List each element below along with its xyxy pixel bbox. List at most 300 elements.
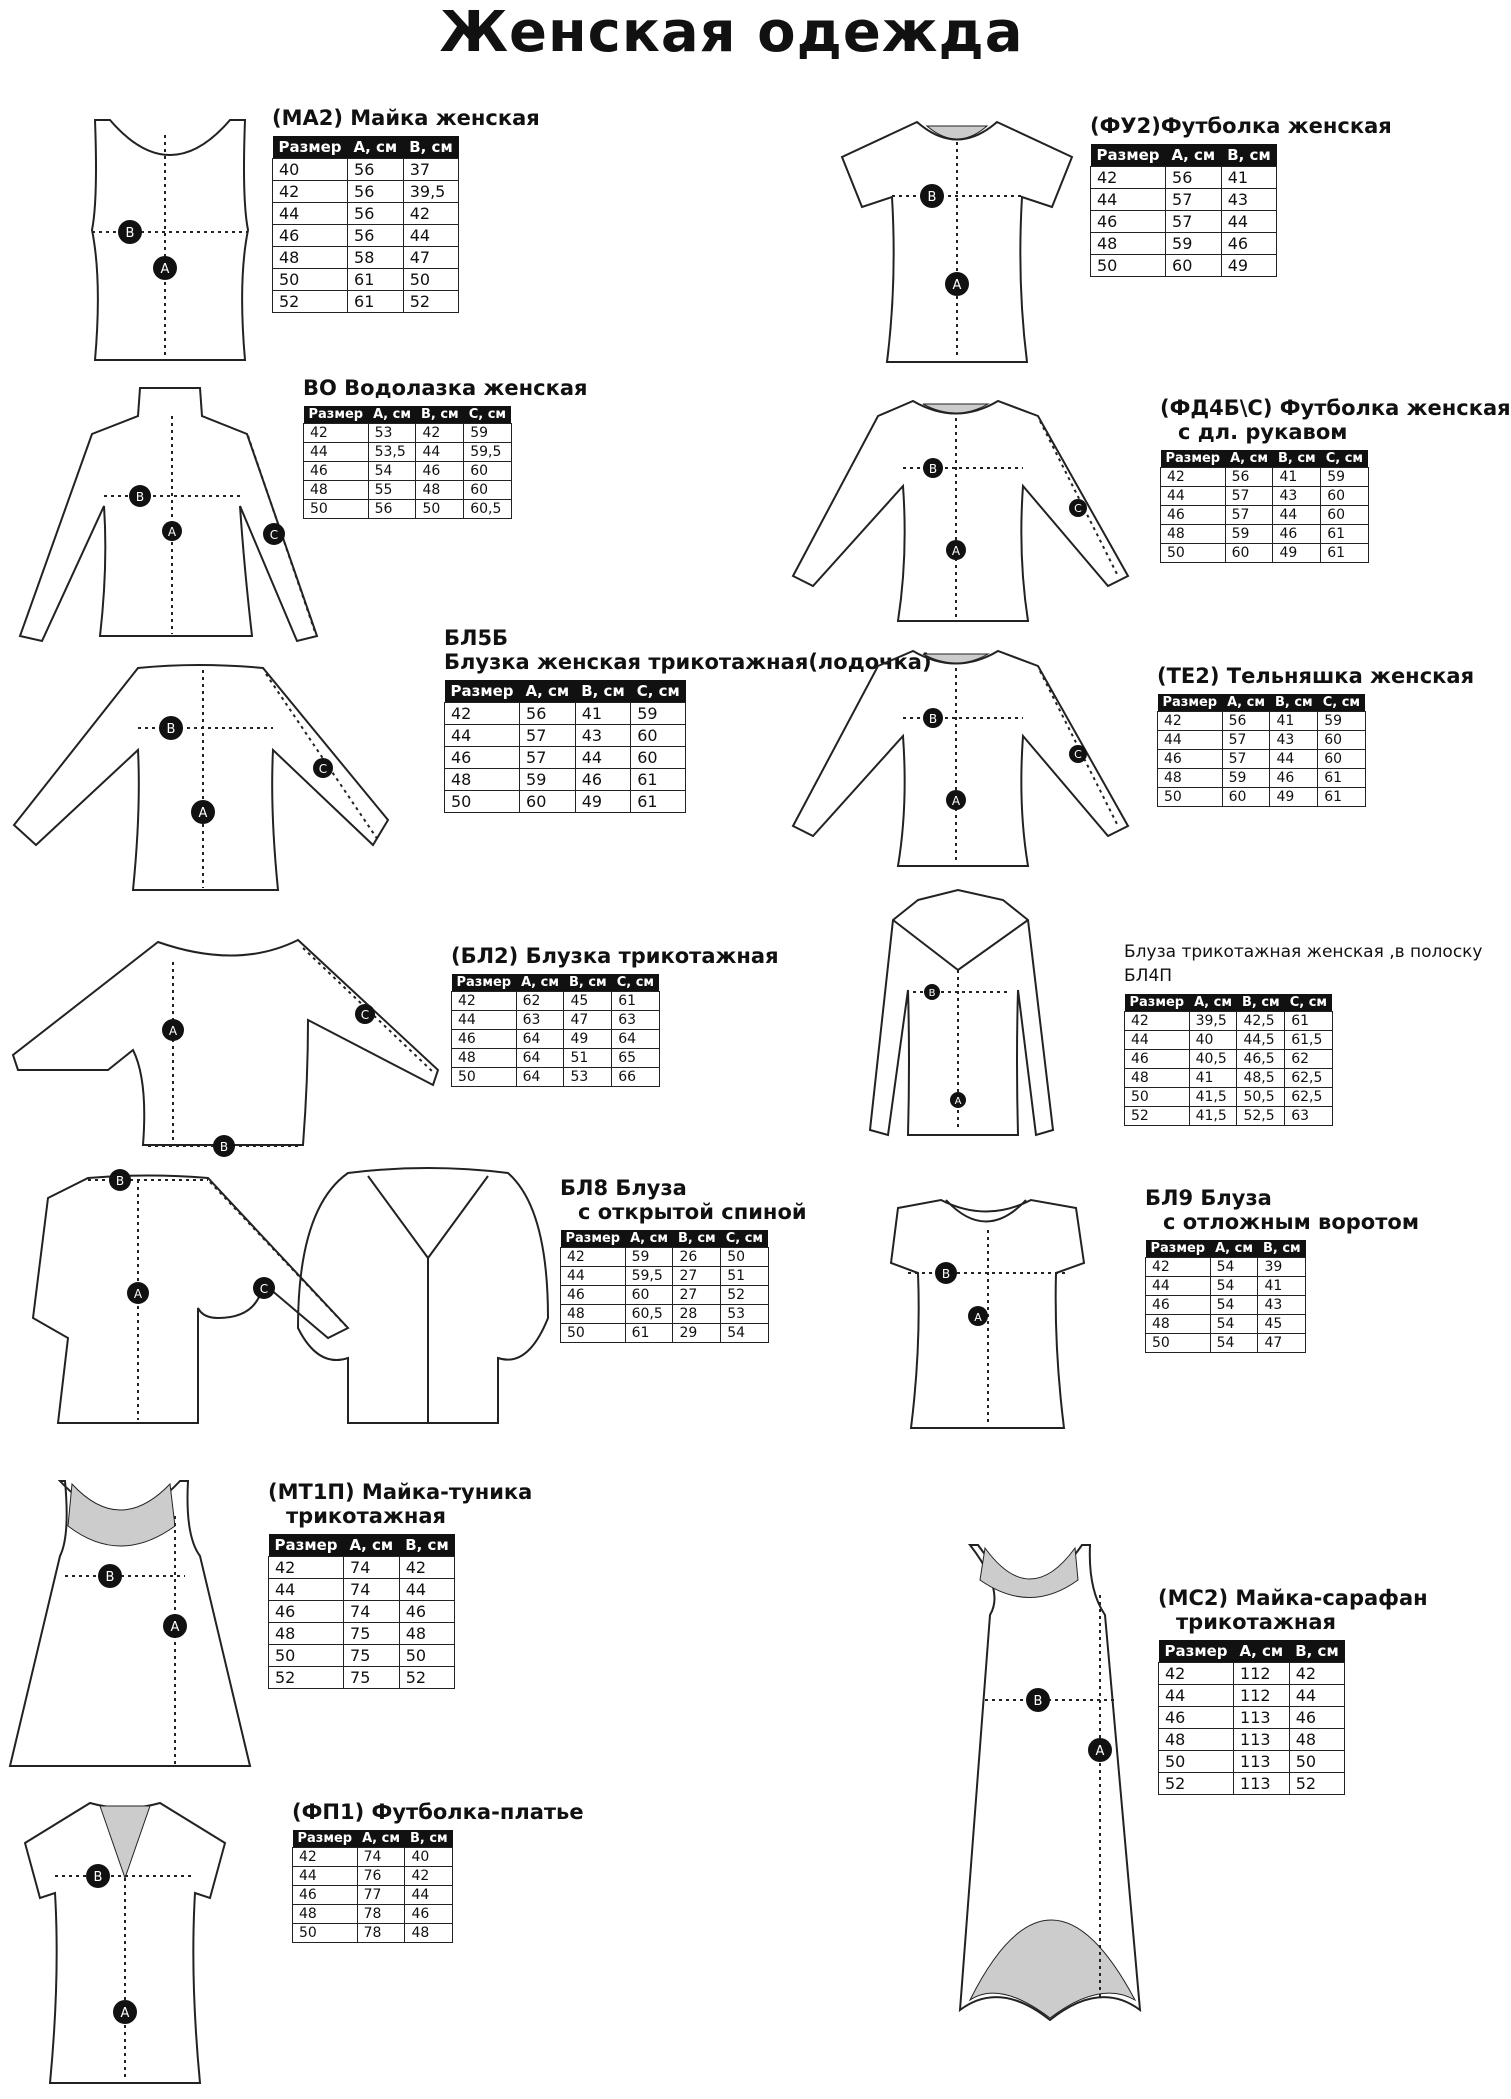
table-cell: 43 [575, 725, 631, 747]
table-header-row [1146, 1240, 1306, 1258]
table-cell: 75 [344, 1645, 400, 1667]
table-cell: 50 [445, 791, 520, 813]
table-row [273, 181, 459, 203]
table-cell: 42 [416, 424, 464, 443]
table-cell: 46 [1161, 506, 1226, 525]
table-row [1125, 1069, 1333, 1088]
table-cell: 47 [1258, 1334, 1306, 1353]
table-cell: 48 [1159, 1729, 1234, 1751]
table-cell: 66 [612, 1068, 659, 1087]
table-cell: 48 [416, 481, 464, 500]
table-cell: 60 [631, 725, 686, 747]
table-cell: 44 [405, 1886, 453, 1905]
table-cell: 40 [273, 159, 348, 181]
product-title: трикотажная [1176, 1610, 1337, 1634]
knit-blouse-drawing [8, 930, 448, 1160]
table-cell: 43 [1273, 487, 1321, 506]
table-cell: 41 [575, 703, 631, 725]
marker-a [191, 800, 215, 824]
table-row [1158, 712, 1366, 731]
table-cell: 44 [1091, 189, 1166, 211]
column-header: Размер [304, 406, 369, 424]
table-cell: 61 [1318, 788, 1365, 807]
marker-label: B [105, 1570, 115, 1585]
table-cell: 58 [348, 247, 404, 269]
table-cell: 47 [564, 1011, 612, 1030]
product-te2 [1157, 664, 1474, 807]
table-row [1159, 1729, 1345, 1751]
marker-label: C [269, 528, 279, 542]
table-cell: 42 [1158, 712, 1223, 731]
table-cell: 37 [403, 159, 459, 181]
table-row [452, 1068, 660, 1087]
product-ms2 [1158, 1586, 1428, 1795]
table-cell: 77 [357, 1886, 405, 1905]
table-cell: 42 [452, 992, 517, 1011]
marker-label: B [219, 1140, 229, 1154]
size-table [1158, 1640, 1345, 1795]
column-header: А, см [1189, 994, 1237, 1012]
column-header: А, см [1166, 144, 1222, 167]
marker-a [945, 272, 969, 296]
marker-b [920, 184, 944, 208]
table-header-row [1158, 694, 1366, 712]
table-cell: 49 [564, 1030, 612, 1049]
table-header-row [1161, 450, 1369, 468]
table-cell: 60 [1321, 487, 1368, 506]
table-cell: 61 [348, 269, 404, 291]
marker-c [253, 1277, 275, 1299]
table-cell: 54 [1210, 1334, 1258, 1353]
table-row [561, 1248, 769, 1267]
table-cell: 60,5 [464, 500, 511, 519]
size-table [303, 406, 512, 519]
marker-b [1026, 1688, 1050, 1712]
marker-label: C [259, 1282, 269, 1296]
open-back-blouse-drawing [28, 1168, 558, 1433]
table-cell: 60,5 [625, 1305, 673, 1324]
tunic-tank-drawing [10, 1476, 250, 1776]
table-cell: 65 [612, 1049, 659, 1068]
table-cell: 46 [399, 1601, 455, 1623]
table-header-row [304, 406, 512, 424]
table-cell: 52 [399, 1667, 455, 1689]
tshirt-drawing [832, 112, 1082, 372]
table-cell: 113 [1234, 1773, 1290, 1795]
table-cell: 50 [1161, 544, 1226, 563]
table-cell: 42 [405, 1867, 453, 1886]
column-header: А, см [1210, 1240, 1258, 1258]
table-cell: 46,5 [1237, 1050, 1285, 1069]
marker-a [113, 2000, 137, 2024]
size-table [451, 974, 660, 1087]
table-cell: 50 [1146, 1334, 1211, 1353]
column-header: Размер [1091, 144, 1166, 167]
marker-b [129, 485, 151, 507]
table-row [293, 1848, 453, 1867]
marker-a [127, 1282, 149, 1304]
table-row [1125, 1088, 1333, 1107]
table-row [561, 1324, 769, 1343]
table-cell: 53 [368, 424, 416, 443]
table-cell: 44 [445, 725, 520, 747]
column-header: А, см [520, 680, 576, 703]
table-cell: 46 [1270, 769, 1318, 788]
table-cell: 40,5 [1189, 1050, 1237, 1069]
table-cell: 43 [1270, 731, 1318, 750]
column-header: С, см [464, 406, 511, 424]
table-cell: 41 [1189, 1069, 1237, 1088]
column-header: А, см [368, 406, 416, 424]
table-row [1158, 750, 1366, 769]
table-cell: 42 [293, 1848, 358, 1867]
table-cell: 46 [293, 1886, 358, 1905]
table-cell: 63 [516, 1011, 564, 1030]
product-title: с открытой спиной [578, 1200, 807, 1224]
table-row [1159, 1707, 1345, 1729]
table-cell: 48 [1125, 1069, 1190, 1088]
product-title: (МС2) Майка-сарафан [1158, 1586, 1428, 1610]
table-cell: 44 [561, 1267, 626, 1286]
table-row [1091, 211, 1277, 233]
table-row [561, 1286, 769, 1305]
table-cell: 57 [1222, 731, 1270, 750]
table-cell: 41 [1270, 712, 1318, 731]
marker-label: B [135, 490, 145, 504]
product-fp1 [292, 1800, 584, 1943]
column-header: Размер [452, 974, 517, 992]
table-row [445, 747, 686, 769]
table-cell: 39,5 [1189, 1012, 1237, 1031]
column-header: В, см [1270, 694, 1318, 712]
table-cell: 50 [403, 269, 459, 291]
table-cell: 42 [403, 203, 459, 225]
table-cell: 61 [1321, 544, 1368, 563]
table-row [1146, 1315, 1306, 1334]
table-cell: 62,5 [1285, 1088, 1332, 1107]
size-table [1145, 1240, 1306, 1353]
table-row [293, 1867, 453, 1886]
marker-label: A [198, 806, 208, 821]
table-cell: 46 [1091, 211, 1166, 233]
marker-label: A [120, 2006, 130, 2021]
table-cell: 46 [273, 225, 348, 247]
long-sleeve-tshirt-drawing [778, 396, 1133, 626]
collar-blouse-drawing [886, 1188, 1091, 1428]
marker-label: B [115, 1174, 125, 1188]
marker-b [98, 1564, 122, 1588]
table-cell: 46 [1273, 525, 1321, 544]
table-cell: 52 [273, 291, 348, 313]
table-cell: 46 [1125, 1050, 1190, 1069]
column-header: В, см [1273, 450, 1321, 468]
table-cell: 27 [673, 1267, 721, 1286]
striped-blouse-drawing [858, 880, 1063, 1140]
table-cell: 78 [357, 1924, 405, 1943]
table-row [269, 1601, 455, 1623]
table-cell: 46 [452, 1030, 517, 1049]
table-row [1161, 468, 1369, 487]
table-cell: 50 [416, 500, 464, 519]
column-header: А, см [625, 1230, 673, 1248]
table-row [293, 1924, 453, 1943]
table-cell: 44 [304, 443, 369, 462]
marker-a [153, 256, 177, 280]
table-cell: 42,5 [1237, 1012, 1285, 1031]
table-cell: 59 [1166, 233, 1222, 255]
marker-label: A [974, 1311, 982, 1324]
table-cell: 42 [561, 1248, 626, 1267]
table-cell: 48 [561, 1305, 626, 1324]
table-cell: 46 [1159, 1707, 1234, 1729]
table-cell: 46 [269, 1601, 344, 1623]
table-cell: 52 [269, 1667, 344, 1689]
table-cell: 60 [1318, 750, 1365, 769]
marker-label: A [133, 1287, 143, 1301]
marker-b [118, 220, 142, 244]
marker-label: B [928, 462, 938, 476]
table-cell: 44 [1146, 1277, 1211, 1296]
marker-label: C [318, 762, 328, 776]
table-cell: 46 [445, 747, 520, 769]
size-table [268, 1534, 455, 1689]
table-row [1091, 189, 1277, 211]
table-cell: 75 [344, 1667, 400, 1689]
table-row [273, 225, 459, 247]
column-header: В, см [405, 1830, 453, 1848]
table-cell: 48 [304, 481, 369, 500]
column-header: Размер [1125, 994, 1190, 1012]
table-cell: 61 [631, 791, 686, 813]
product-title: (БЛ2) Блузка трикотажная [451, 944, 779, 968]
table-cell: 48 [1158, 769, 1223, 788]
table-cell: 48 [452, 1049, 517, 1068]
marker-label: B [927, 190, 937, 205]
marker-label: A [170, 1620, 180, 1635]
marker-label: A [952, 278, 962, 293]
table-cell: 41 [1221, 167, 1277, 189]
product-title: с дл. рукавом [1178, 420, 1348, 444]
table-cell: 50 [1289, 1751, 1345, 1773]
product-vo [303, 376, 587, 519]
product-title: БЛ9 Блуза [1145, 1186, 1272, 1210]
table-cell: 48 [269, 1623, 344, 1645]
table-row [452, 1011, 660, 1030]
column-header: В, см [1237, 994, 1285, 1012]
table-cell: 48,5 [1237, 1069, 1285, 1088]
table-cell: 62,5 [1285, 1069, 1332, 1088]
marker-c [1069, 745, 1087, 763]
table-cell: 50 [304, 500, 369, 519]
table-cell: 48 [1091, 233, 1166, 255]
table-row [304, 443, 512, 462]
table-cell: 62 [1285, 1050, 1332, 1069]
marker-label: A [167, 525, 177, 539]
table-cell: 44 [269, 1579, 344, 1601]
table-cell: 45 [1258, 1315, 1306, 1334]
table-cell: 61 [1285, 1012, 1332, 1031]
table-row [1146, 1296, 1306, 1315]
table-cell: 113 [1234, 1707, 1290, 1729]
table-row [304, 481, 512, 500]
table-cell: 40 [405, 1848, 453, 1867]
product-title: БЛ5Б [444, 626, 509, 650]
table-cell: 49 [575, 791, 631, 813]
table-cell: 50 [1091, 255, 1166, 277]
table-cell: 63 [1285, 1107, 1332, 1126]
table-cell: 57 [520, 747, 576, 769]
marker-b [923, 708, 943, 728]
column-header: Размер [1159, 1640, 1234, 1663]
marker-a [1088, 1738, 1112, 1762]
table-cell: 61 [1321, 525, 1368, 544]
table-cell: 76 [357, 1867, 405, 1886]
marker-b [109, 1169, 131, 1191]
table-cell: 61,5 [1285, 1031, 1332, 1050]
table-cell: 46 [575, 769, 631, 791]
table-cell: 56 [1225, 468, 1273, 487]
size-table [560, 1230, 769, 1343]
product-bl9 [1145, 1186, 1419, 1353]
table-cell: 44 [575, 747, 631, 769]
table-cell: 44 [1273, 506, 1321, 525]
table-cell: 41,5 [1189, 1088, 1237, 1107]
table-cell: 42 [304, 424, 369, 443]
table-cell: 61 [631, 769, 686, 791]
table-cell: 112 [1234, 1685, 1290, 1707]
table-row [1161, 525, 1369, 544]
turtleneck-drawing [12, 386, 332, 646]
table-cell: 47 [403, 247, 459, 269]
table-cell: 54 [721, 1324, 768, 1343]
marker-label: B [125, 226, 135, 241]
table-cell: 46 [1146, 1296, 1211, 1315]
marker-b [86, 1864, 110, 1888]
product-ma2 [272, 106, 540, 313]
table-cell: 48 [405, 1924, 453, 1943]
table-cell: 74 [357, 1848, 405, 1867]
marker-c [355, 1004, 375, 1024]
table-cell: 52,5 [1237, 1107, 1285, 1126]
table-row [304, 424, 512, 443]
table-row [1125, 1031, 1333, 1050]
table-cell: 43 [1221, 189, 1277, 211]
table-row [273, 247, 459, 269]
table-cell: 48 [1289, 1729, 1345, 1751]
table-cell: 48 [1161, 525, 1226, 544]
table-cell: 46 [561, 1286, 626, 1305]
size-table [444, 680, 686, 813]
table-cell: 59 [1225, 525, 1273, 544]
size-table [1124, 994, 1333, 1126]
table-row [452, 992, 660, 1011]
column-header: Размер [269, 1534, 344, 1557]
table-cell: 59 [520, 769, 576, 791]
column-header: В, см [1289, 1640, 1345, 1663]
tank-top-drawing [70, 110, 270, 370]
column-header: С, см [1318, 694, 1365, 712]
table-row [1125, 1107, 1333, 1126]
table-cell: 59 [1321, 468, 1368, 487]
product-fu2 [1090, 114, 1392, 277]
marker-label: A [1095, 1744, 1105, 1759]
table-row [445, 769, 686, 791]
table-cell: 53,5 [368, 443, 416, 462]
table-cell: 49 [1273, 544, 1321, 563]
product-title: трикотажная [286, 1504, 447, 1528]
product-bl2 [451, 944, 779, 1087]
column-header: В, см [575, 680, 631, 703]
marker-c [263, 523, 285, 545]
product-bl8 [560, 1176, 807, 1343]
column-header: Размер [1146, 1240, 1211, 1258]
marker-a [162, 1019, 184, 1041]
product-bl4p [1124, 940, 1483, 1126]
marker-label: B [93, 1870, 103, 1885]
table-cell: 56 [520, 703, 576, 725]
table-cell: 113 [1234, 1751, 1290, 1773]
product-title: БЛ8 Блуза [560, 1176, 687, 1200]
marker-label: A [954, 1096, 962, 1107]
table-cell: 59 [464, 424, 511, 443]
table-row [1161, 506, 1369, 525]
marker-b [213, 1135, 235, 1157]
table-cell: 39 [1258, 1258, 1306, 1277]
page-title: Женская одежда [439, 0, 1024, 65]
table-cell: 44 [1270, 750, 1318, 769]
table-row [304, 500, 512, 519]
table-cell: 78 [357, 1905, 405, 1924]
table-cell: 59,5 [625, 1267, 673, 1286]
table-cell: 46 [416, 462, 464, 481]
table-row [273, 203, 459, 225]
table-cell: 56 [368, 500, 416, 519]
table-cell: 50 [1159, 1751, 1234, 1773]
table-cell: 63 [612, 1011, 659, 1030]
table-cell: 49 [1270, 788, 1318, 807]
product-title: ВО Водолазка женская [303, 376, 588, 400]
table-cell: 74 [344, 1601, 400, 1623]
table-row [1146, 1277, 1306, 1296]
column-header: С, см [1321, 450, 1368, 468]
marker-label: A [168, 1024, 178, 1038]
size-table [272, 136, 459, 313]
table-cell: 42 [1161, 468, 1226, 487]
table-row [1091, 167, 1277, 189]
product-title: (МТ1П) Майка-туника [268, 1480, 533, 1504]
table-cell: 54 [368, 462, 416, 481]
table-header-row [273, 136, 459, 159]
table-header-row [1091, 144, 1277, 167]
table-cell: 52 [1159, 1773, 1234, 1795]
table-cell: 46 [405, 1905, 453, 1924]
marker-label: C [360, 1008, 370, 1022]
table-cell: 48 [293, 1905, 358, 1924]
table-header-row [452, 974, 660, 992]
table-header-row [1159, 1640, 1345, 1663]
table-row [1158, 788, 1366, 807]
table-cell: 42 [269, 1557, 344, 1579]
column-header: А, см [348, 136, 404, 159]
table-cell: 51 [564, 1049, 612, 1068]
column-header: В, см [1221, 144, 1277, 167]
table-cell: 64 [516, 1049, 564, 1068]
column-header: Размер [273, 136, 348, 159]
table-cell: 52 [721, 1286, 768, 1305]
table-cell: 59 [631, 703, 686, 725]
table-cell: 75 [344, 1623, 400, 1645]
table-cell: 59 [1318, 712, 1365, 731]
